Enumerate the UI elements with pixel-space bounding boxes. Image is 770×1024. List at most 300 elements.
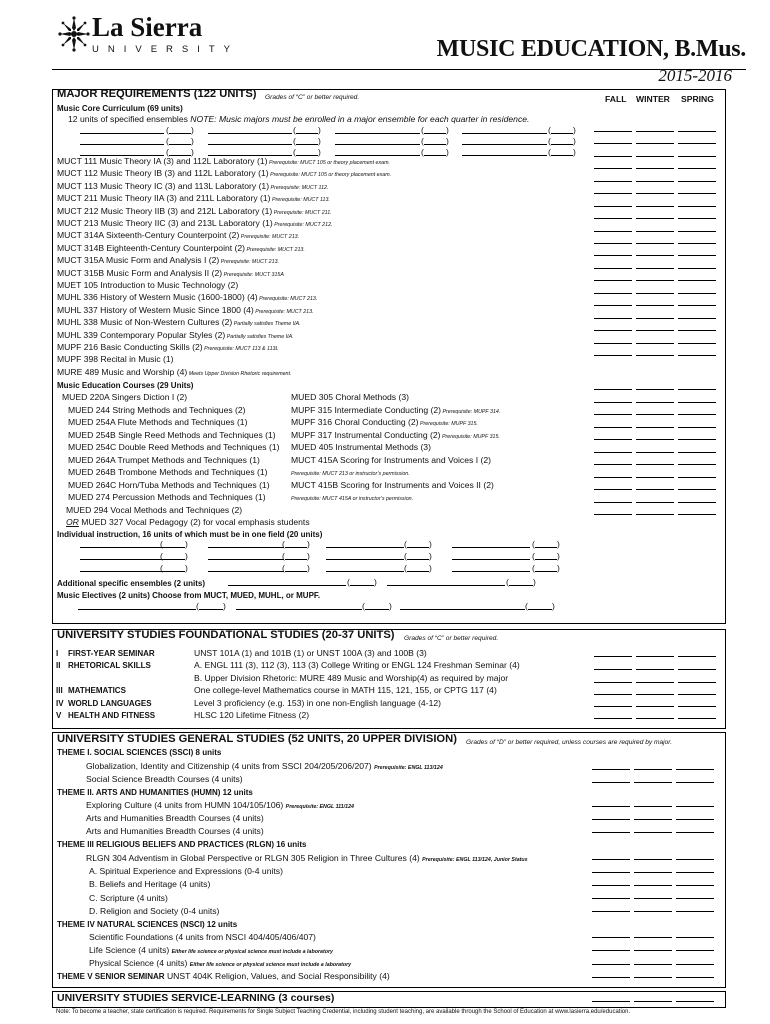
found-term-winter[interactable]	[636, 669, 674, 670]
service-term-1[interactable]	[592, 1001, 630, 1002]
found-num: IV	[56, 698, 64, 708]
ensemble-0-3-open-paren: (	[548, 125, 551, 135]
ed-term-winter[interactable]	[636, 502, 674, 503]
ensemble-0-1-name[interactable]	[208, 133, 292, 134]
t2c: Arts and Humanities Breadth Courses (4 units)	[86, 826, 264, 836]
service-heading: UNIVERSITY STUDIES SERVICE-LEARNING (3 courses)	[57, 992, 335, 1004]
gen-term-winter[interactable]	[634, 977, 672, 978]
major-term-fall[interactable]	[594, 280, 632, 281]
gen-term-spring[interactable]	[676, 911, 714, 912]
core-heading: Music Core Curriculum (69 units)	[57, 104, 183, 113]
t4c: Physical Science (4 units) Either life science or physical science must include a laboratory	[89, 958, 352, 968]
gen-term-fall[interactable]	[592, 769, 630, 770]
add-ens-1-close-paren: )	[533, 577, 536, 587]
ensemble-1-3-close-paren: )	[573, 136, 576, 146]
ed-term-spring[interactable]	[678, 477, 716, 478]
core-course-row	[57, 342, 278, 355]
indiv-0-2-units[interactable]	[407, 547, 429, 548]
ensemble-1-2-name[interactable]	[335, 144, 420, 145]
ed-course-right	[291, 417, 478, 430]
ensemble-0-2-name[interactable]	[335, 133, 420, 134]
academic-year: 2015-2016	[658, 66, 732, 85]
t3a: RLGN 304 Adventism in Global Perspective or RLGN 305 Religion in Three Cultures (4) Prerequisite: ENGL 113/124, Junior Status	[86, 853, 528, 863]
course-note: Prerequisite: MUCT 105 or theory placement exam.	[268, 172, 392, 179]
major-term-fall[interactable]	[594, 355, 632, 356]
ed-term-fall[interactable]	[594, 514, 632, 515]
major-term-fall[interactable]	[594, 318, 632, 319]
major-term-spring[interactable]	[678, 231, 716, 232]
major-term-fall[interactable]	[594, 181, 632, 182]
gen-term-winter[interactable]	[634, 832, 672, 833]
course-text: MUHL 336 History of Western Music (1600-1800) (4)	[57, 292, 258, 303]
ensemble-1-2-close-paren: )	[446, 136, 449, 146]
add-ens-0-units[interactable]	[350, 585, 374, 586]
t2a: Exploring Culture (4 units from HUMN 104/105/106) Prerequisite: ENGL 111/124	[86, 800, 354, 810]
gen-term-spring[interactable]	[676, 977, 714, 978]
indiv-0-3-name[interactable]	[452, 547, 530, 548]
found-term-spring[interactable]	[678, 682, 716, 683]
service-term-3[interactable]	[676, 1001, 714, 1002]
gen-term-spring[interactable]	[676, 872, 714, 873]
ed-term-winter[interactable]	[636, 414, 674, 415]
found-text: One college-level Mathematics course in MATH 115, 121, 155, or CPTG 117 (4)	[194, 685, 497, 696]
ed-course-right	[291, 442, 431, 453]
course-text: MUPF 216 Basic Conducting Skills (2)	[57, 342, 203, 352]
ensemble-1-3-name[interactable]	[462, 144, 547, 145]
ed-term-fall[interactable]	[594, 414, 632, 415]
core-course-row	[57, 168, 391, 181]
found-term-fall[interactable]	[594, 669, 632, 670]
major-term-spring[interactable]	[678, 206, 716, 207]
ensemble-2-1-close-paren: )	[318, 147, 321, 157]
ed-term-winter[interactable]	[636, 514, 674, 515]
ed-term-winter[interactable]	[636, 402, 674, 403]
gen-term-fall[interactable]	[592, 977, 630, 978]
ed-right-text: MUPF 317 Instrumental Conducting (2)	[291, 429, 441, 440]
found-term-winter[interactable]	[636, 656, 674, 657]
ed-term-spring[interactable]	[678, 402, 716, 403]
major-term-fall[interactable]	[594, 243, 632, 244]
ensemble-1-0-units[interactable]	[169, 144, 191, 145]
elective-1-name[interactable]	[236, 609, 362, 610]
gen-term-spring[interactable]	[676, 937, 714, 938]
ed-term-spring[interactable]	[678, 514, 716, 515]
major-term-fall[interactable]	[594, 193, 632, 194]
ed-term-winter[interactable]	[636, 389, 674, 390]
gen-term-fall[interactable]	[592, 859, 630, 860]
indiv-2-3-open-paren: (	[532, 563, 535, 573]
gen-term-fall[interactable]	[592, 898, 630, 899]
elective-0-name[interactable]	[78, 609, 196, 610]
major-term-winter[interactable]	[636, 318, 674, 319]
course-note: Prerequisite: MUCT 113.	[270, 197, 330, 204]
major-term-spring[interactable]	[678, 280, 716, 281]
major-term-winter[interactable]	[636, 305, 674, 306]
major-term-fall[interactable]	[594, 255, 632, 256]
ed-term-fall[interactable]	[594, 502, 632, 503]
gen-term-fall[interactable]	[592, 782, 630, 783]
gen-term-winter[interactable]	[634, 911, 672, 912]
ensemble-1-1-name[interactable]	[208, 144, 292, 145]
elective-2-close-paren: )	[552, 601, 555, 611]
course-text: MUHL 337 History of Western Music Since 1800 (4)	[57, 304, 254, 315]
major-term-spring[interactable]	[678, 255, 716, 256]
indiv-1-0-name[interactable]	[80, 559, 164, 560]
gen-term-fall[interactable]	[592, 911, 630, 912]
gen-term-fall[interactable]	[592, 950, 630, 951]
ensemble-2-2-units[interactable]	[424, 155, 446, 156]
major-term-winter[interactable]	[636, 280, 674, 281]
ed-term-fall[interactable]	[594, 477, 632, 478]
core-course-row	[57, 230, 299, 243]
gen-term-spring[interactable]	[676, 832, 714, 833]
found-term-spring[interactable]	[678, 718, 716, 719]
found-term-fall[interactable]	[594, 682, 632, 683]
ensemble-1-2-units[interactable]	[424, 144, 446, 145]
course-note: Prerequisite: MUCT 105 or theory placement exam.	[267, 160, 390, 166]
indiv-1-3-units[interactable]	[535, 559, 557, 560]
ed-right-text: MUED 405 Instrumental Methods (3)	[291, 442, 431, 452]
ed-course-right	[291, 405, 500, 418]
major-term-winter[interactable]	[636, 181, 674, 182]
gen-term-spring[interactable]	[676, 898, 714, 899]
indiv-1-3-name[interactable]	[452, 559, 530, 560]
col-fall: FALL	[605, 94, 627, 104]
course-text: MUCT 113 Music Theory IC (3) and 113L Laboratory (1)	[57, 180, 270, 191]
major-term-spring[interactable]	[678, 343, 716, 344]
indiv-1-0-close-paren: )	[185, 551, 188, 561]
ensemble-0-1-units[interactable]	[296, 133, 318, 134]
indiv-2-2-close-paren: )	[429, 563, 432, 573]
indiv-2-1-name[interactable]	[208, 571, 284, 572]
major-term-fall[interactable]	[594, 268, 632, 269]
indiv-2-1-units[interactable]	[285, 571, 307, 572]
ed-right-note: Prerequisite: MUPF 314.	[440, 408, 501, 415]
ensemble-0-1-close-paren: )	[318, 125, 321, 135]
gen-term-winter[interactable]	[634, 769, 672, 770]
gen-term-winter[interactable]	[634, 782, 672, 783]
ensemble-0-0-units[interactable]	[169, 133, 191, 134]
ed-term-winter[interactable]	[636, 477, 674, 478]
gen-term-spring[interactable]	[676, 950, 714, 951]
major-term-winter[interactable]	[636, 218, 674, 219]
gen-term-winter[interactable]	[634, 937, 672, 938]
ed-term-winter[interactable]	[636, 452, 674, 453]
major-term-spring[interactable]	[678, 330, 716, 331]
indiv-0-1-close-paren: )	[307, 539, 310, 549]
found-term-fall[interactable]	[594, 706, 632, 707]
ed-term-spring[interactable]	[678, 439, 716, 440]
indiv-0-1-name[interactable]	[208, 547, 284, 548]
elective-1-open-paren: (	[362, 601, 365, 611]
major-term-winter[interactable]	[636, 206, 674, 207]
gen-term-winter[interactable]	[634, 885, 672, 886]
indiv-2-0-name[interactable]	[80, 571, 164, 572]
ed-term-fall[interactable]	[594, 427, 632, 428]
ed-term-fall[interactable]	[594, 402, 632, 403]
major-term-fall[interactable]	[594, 330, 632, 331]
ed-term-winter[interactable]	[636, 489, 674, 490]
ensemble-1-2-open-paren: (	[421, 136, 424, 146]
found-text: A. ENGL 111 (3), 112 (3), 113 (3) College Writing or ENGL 124 Freshman Seminar (4)	[194, 660, 520, 671]
major-term-winter[interactable]	[636, 243, 674, 244]
ed-course-left: MUED 254A Flute Methods and Techniques (1)	[68, 417, 248, 427]
ed-term-spring[interactable]	[678, 464, 716, 465]
ed-course-left: MUED 254C Double Reed Methods and Techniques (1)	[68, 442, 280, 452]
major-term-spring[interactable]	[678, 355, 716, 356]
ed-right-note: Prerequisite: MUCT 213 or instructor’s permission.	[291, 471, 410, 477]
core-course-row	[57, 206, 332, 219]
gen-term-winter[interactable]	[634, 859, 672, 860]
found-term-winter[interactable]	[636, 718, 674, 719]
t4a: Scientific Foundations (4 units from NSCI 404/405/406/407)	[89, 932, 316, 942]
elective-0-units[interactable]	[199, 609, 223, 610]
course-text: MUCT 314B Eighteenth-Century Counterpoint (2)	[57, 242, 246, 253]
indiv-2-3-name[interactable]	[452, 571, 530, 572]
major-term-fall[interactable]	[594, 156, 632, 157]
ed-term-winter[interactable]	[636, 464, 674, 465]
major-term-fall[interactable]	[594, 131, 632, 132]
major-term-fall[interactable]	[594, 206, 632, 207]
gen-term-winter[interactable]	[634, 898, 672, 899]
indiv-2-0-units[interactable]	[163, 571, 185, 572]
major-term-spring[interactable]	[678, 318, 716, 319]
major-term-winter[interactable]	[636, 268, 674, 269]
electives-label: Music Electives (2 units) Choose from MUCT, MUED, MUHL, or MUPF.	[57, 591, 321, 600]
ensemble-2-3-name[interactable]	[462, 155, 547, 156]
gen-term-spring[interactable]	[676, 964, 714, 965]
gen-term-fall[interactable]	[592, 872, 630, 873]
major-term-winter[interactable]	[636, 168, 674, 169]
gen-term-fall[interactable]	[592, 964, 630, 965]
ed-term-fall[interactable]	[594, 452, 632, 453]
major-term-winter[interactable]	[636, 355, 674, 356]
gen-term-spring[interactable]	[676, 806, 714, 807]
gen-term-winter[interactable]	[634, 872, 672, 873]
indiv-1-2-close-paren: )	[429, 551, 432, 561]
found-term-spring[interactable]	[678, 656, 716, 657]
ensemble-0-3-close-paren: )	[573, 125, 576, 135]
ed-term-spring[interactable]	[678, 452, 716, 453]
major-term-winter[interactable]	[636, 330, 674, 331]
theme-5: THEME V SENIOR SEMINAR UNST 404K Religion, Values, and Social Responsibility (4)	[57, 971, 390, 981]
gen-term-winter[interactable]	[634, 806, 672, 807]
found-term-fall[interactable]	[594, 694, 632, 695]
major-term-winter[interactable]	[636, 255, 674, 256]
core-course-row	[57, 305, 314, 318]
indiv-1-3-open-paren: (	[532, 551, 535, 561]
elective-2-name[interactable]	[400, 609, 525, 610]
ensemble-0-2-close-paren: )	[446, 125, 449, 135]
major-term-fall[interactable]	[594, 168, 632, 169]
indiv-0-0-name[interactable]	[80, 547, 164, 548]
major-term-spring[interactable]	[678, 131, 716, 132]
found-term-spring[interactable]	[678, 669, 716, 670]
ensemble-2-3-units[interactable]	[551, 155, 573, 156]
course-text: MUCT 213 Music Theory IIC (3) and 213L Laboratory (1)	[57, 218, 273, 228]
found-term-winter[interactable]	[636, 706, 674, 707]
title-rule	[52, 69, 746, 70]
indiv-0-1-units[interactable]	[285, 547, 307, 548]
major-term-winter[interactable]	[636, 131, 674, 132]
major-term-spring[interactable]	[678, 293, 716, 294]
ensemble-1-0-name[interactable]	[80, 144, 164, 145]
major-term-fall[interactable]	[594, 231, 632, 232]
ed-term-spring[interactable]	[678, 502, 716, 503]
ed-term-spring[interactable]	[678, 427, 716, 428]
add-ens-0-close-paren: )	[374, 577, 377, 587]
core-course-row	[57, 156, 390, 169]
add-ens-1-name[interactable]	[387, 585, 505, 586]
found-term-winter[interactable]	[636, 694, 674, 695]
ed-right-text: MUCT 415B Scoring for Instruments and Voices II (2)	[291, 479, 494, 490]
indiv-2-3-units[interactable]	[535, 571, 557, 572]
ensemble-0-3-name[interactable]	[462, 133, 547, 134]
ed-right-text: MUPF 316 Choral Conducting (2)	[291, 417, 419, 427]
found-term-fall[interactable]	[594, 718, 632, 719]
indiv-2-0-close-paren: )	[185, 563, 188, 573]
ed-course-left: MUED 254B Single Reed Methods and Techniques (1)	[68, 429, 276, 440]
found-num: I	[56, 649, 59, 658]
ed-term-fall[interactable]	[594, 389, 632, 390]
indiv-2-0-open-paren: (	[160, 563, 163, 573]
ed-term-spring[interactable]	[678, 489, 716, 490]
major-term-spring[interactable]	[678, 305, 716, 306]
ensemble-0-3-units[interactable]	[551, 133, 573, 134]
major-term-fall[interactable]	[594, 218, 632, 219]
major-term-spring[interactable]	[678, 156, 716, 157]
found-num: V	[56, 711, 62, 720]
ensemble-1-0-close-paren: )	[191, 136, 194, 146]
course-text: MUCT 315B Music Form and Analysis II (2)	[57, 267, 223, 278]
major-term-fall[interactable]	[594, 143, 632, 144]
footer-note: Note: To become a teacher, state certification is required. Requirements for Single Subject Teaching Credential, including student teaching, are available through the School of Education at www.lasierra.edu/education.	[56, 1009, 631, 1015]
ed-term-spring[interactable]	[678, 414, 716, 415]
indiv-2-2-units[interactable]	[407, 571, 429, 572]
ed-term-winter[interactable]	[636, 439, 674, 440]
ed-course-right	[291, 467, 410, 480]
elective-1-units[interactable]	[365, 609, 389, 610]
found-term-spring[interactable]	[678, 706, 716, 707]
gen-term-fall[interactable]	[592, 832, 630, 833]
major-term-fall[interactable]	[594, 343, 632, 344]
indiv-2-2-name[interactable]	[326, 571, 404, 572]
ed-right-note: Prerequisite: MUCT 415A or instructor’s permission.	[291, 496, 414, 502]
major-term-winter[interactable]	[636, 143, 674, 144]
t1a: Globalization, Identity and Citizenship (4 units from SSCI 204/205/206/207) Prerequisite: ENGL 113/124	[86, 761, 443, 771]
indiv-1-2-units[interactable]	[407, 559, 429, 560]
gen-term-spring[interactable]	[676, 885, 714, 886]
gen-term-spring[interactable]	[676, 782, 714, 783]
major-term-fall[interactable]	[594, 293, 632, 294]
gen-term-spring[interactable]	[676, 819, 714, 820]
add-ens-label: Additional specific ensembles (2 units)	[57, 579, 206, 588]
major-term-fall[interactable]	[594, 305, 632, 306]
major-term-spring[interactable]	[678, 143, 716, 144]
gen-term-winter[interactable]	[634, 819, 672, 820]
indiv-1-1-open-paren: (	[282, 551, 285, 561]
gen-term-fall[interactable]	[592, 885, 630, 886]
ed-term-fall[interactable]	[594, 489, 632, 490]
ensemble-1-3-units[interactable]	[551, 144, 573, 145]
gen-term-winter[interactable]	[634, 950, 672, 951]
gen-term-fall[interactable]	[592, 819, 630, 820]
ed-term-fall[interactable]	[594, 439, 632, 440]
col-winter: WINTER	[636, 94, 670, 104]
gen-term-spring[interactable]	[676, 859, 714, 860]
major-term-winter[interactable]	[636, 193, 674, 194]
elective-2-units[interactable]	[528, 609, 552, 610]
major-term-winter[interactable]	[636, 156, 674, 157]
major-term-winter[interactable]	[636, 343, 674, 344]
major-term-spring[interactable]	[678, 218, 716, 219]
major-term-spring[interactable]	[678, 181, 716, 182]
indiv-1-1-units[interactable]	[285, 559, 307, 560]
found-num: II	[56, 661, 61, 671]
gen-term-fall[interactable]	[592, 806, 630, 807]
indiv-heading: Individual instruction, 16 units of which must be in one field (20 units)	[57, 530, 323, 539]
indiv-2-1-open-paren: (	[282, 563, 285, 573]
major-term-spring[interactable]	[678, 168, 716, 169]
theme-4: THEME IV NATURAL SCIENCES (NSCI) 12 units	[57, 920, 238, 929]
service-term-2[interactable]	[634, 1001, 672, 1002]
found-label: FIRST-YEAR SEMINAR	[68, 649, 155, 658]
indiv-0-0-units[interactable]	[163, 547, 185, 548]
major-term-winter[interactable]	[636, 293, 674, 294]
ensemble-0-2-units[interactable]	[424, 133, 446, 134]
major-term-spring[interactable]	[678, 268, 716, 269]
indiv-0-3-units[interactable]	[535, 547, 557, 548]
add-ens-1-units[interactable]	[509, 585, 533, 586]
ensemble-0-0-name[interactable]	[80, 133, 164, 134]
t3b: A. Spiritual Experience and Expressions (0-4 units)	[89, 866, 283, 876]
major-term-spring[interactable]	[678, 243, 716, 244]
found-term-spring[interactable]	[678, 694, 716, 695]
gen-term-winter[interactable]	[634, 964, 672, 965]
found-term-winter[interactable]	[636, 682, 674, 683]
major-term-winter[interactable]	[636, 231, 674, 232]
general-heading: UNIVERSITY STUDIES GENERAL STUDIES (52 UNITS, 20 UPPER DIVISION)	[57, 733, 457, 745]
major-term-spring[interactable]	[678, 193, 716, 194]
add-ens-0-open-paren: (	[347, 577, 350, 587]
indiv-1-0-units[interactable]	[163, 559, 185, 560]
indiv-1-2-name[interactable]	[326, 559, 404, 560]
ed-term-winter[interactable]	[636, 427, 674, 428]
ed-course-left: MUED 244 String Methods and Techniques (2)	[68, 404, 246, 415]
indiv-0-3-close-paren: )	[557, 539, 560, 549]
ed-course-left: MUED 264C Horn/Tuba Methods and Techniques (1)	[68, 479, 270, 490]
core-course-row	[57, 330, 294, 343]
found-term-fall[interactable]	[594, 656, 632, 657]
general-grade-note: Grades of “D” or better required, unless courses are required by major.	[466, 739, 673, 746]
elective-1-close-paren: )	[389, 601, 392, 611]
indiv-2-1-close-paren: )	[307, 563, 310, 573]
indiv-1-1-name[interactable]	[208, 559, 284, 560]
add-ens-1-open-paren: (	[506, 577, 509, 587]
indiv-0-2-name[interactable]	[326, 547, 404, 548]
ed-course-left: MUED 264A Trumpet Methods and Techniques (1)	[68, 454, 260, 465]
add-ens-0-name[interactable]	[228, 585, 346, 586]
ensemble-2-3-close-paren: )	[573, 147, 576, 157]
ed-term-spring[interactable]	[678, 389, 716, 390]
gen-term-fall[interactable]	[592, 937, 630, 938]
course-note: Prerequisite: MUCT 213.	[219, 259, 279, 266]
indiv-1-2-open-paren: (	[404, 551, 407, 561]
indiv-1-3-close-paren: )	[557, 551, 560, 561]
ed-term-fall[interactable]	[594, 464, 632, 465]
gen-term-spring[interactable]	[676, 769, 714, 770]
ensemble-1-1-units[interactable]	[296, 144, 318, 145]
